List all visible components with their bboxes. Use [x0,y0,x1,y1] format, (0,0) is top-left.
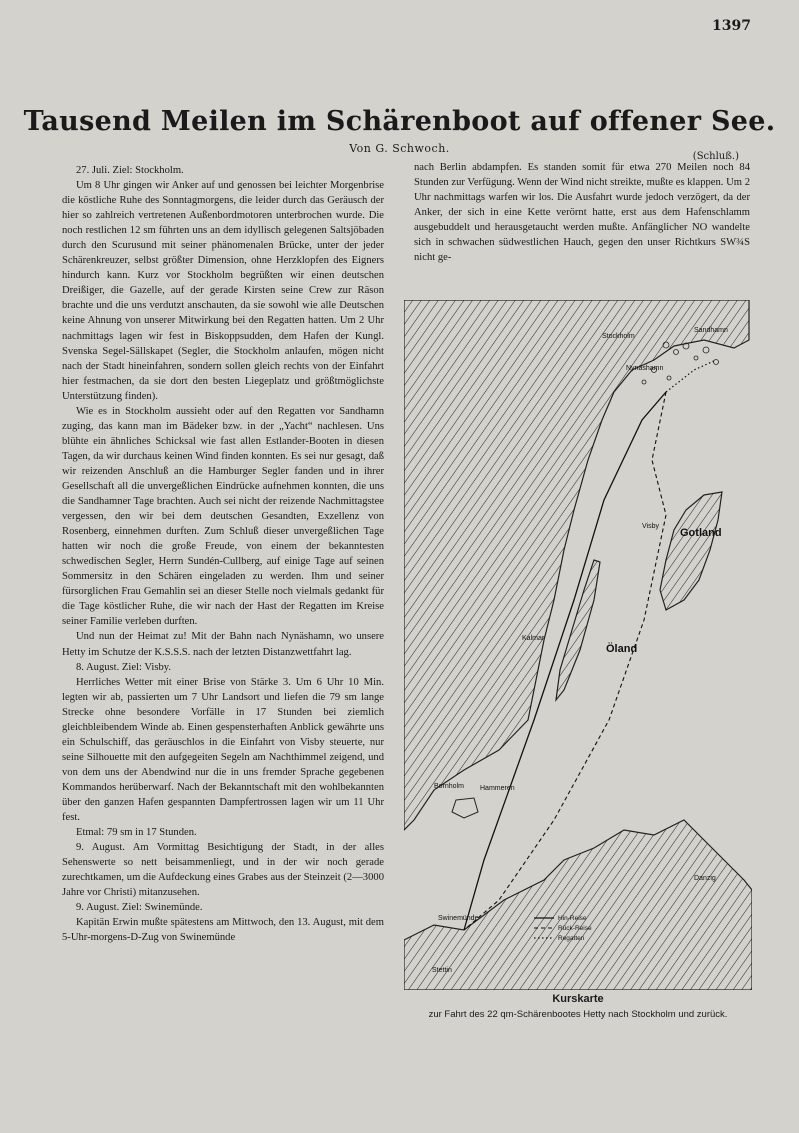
left-column [62,163,384,1023]
label-swinemunde: Swinemünde [438,915,479,922]
paragraph: Wie es in Stockholm aussieht oder auf den Regatten vor Sandhamn zuging, das kann man im Bädeker bzw. in der „Yacht“ nachlesen. Uns blühte ein ähnliches Schicksal wie fast allen Estlander-Booten in diesen Tagen, da wir durchaus keinen Wind finden konnten. Es sei nur gesagt, daß wir reizenden Anschluß an die Hamburger Segler fanden und in ihrer Gesellschaft all die unvergeßlichen Eindrücke aufnehmen konnten, die uns die Sandhamner Tage brachten. Auch sei nicht der reizende Nachmittagstee vergessen, den wir bei dem deutschen Gesandten, Exzellenz von Rosenberg, einnehmen durften. Zum Schluß dieser unvergeßlichen Tage hatten wir noch die große Freude, von einem der bekanntesten schwedischen Segler, Herrn Sundén-Cullberg, auf einige Tage auf seinen Sommersitz in den Schären eingeladen zu werden. Ihm und seiner fürsorglichen Frau Gemahlin sei an dieser Stelle noch vielmals gedankt für die Tage köstlicher Ruhe, die wir nach der Hast der Regatten im Kreise seiner Familie verleben durften. [62,405,384,628]
paragraph: 9. August. Ziel: Swinemünde. [76,902,203,914]
paragraph: Und nun der Heimat zu! Mit der Bahn nach Nynäshamn, wo unsere Hetty im Schutze der K.S.S.S. nach der letzten Distanzwettfahrt lag. [62,631,384,658]
label-sandhamn: Sandhamn [694,327,728,334]
label-oland: Öland [606,643,638,655]
map-caption-title: Kurskarte [552,993,604,1005]
paragraph: 9. August. Am Vormittag Besichtigung der Stadt, in der alles Sehenswerte so nett beisammenliegt, und in der wir noch gerade zurechtkamen, um die Aufdeckung eines Grabes aus der Steinzeit (2—3000 Jahre vor Christi) mitanzusehen. [62,842,384,899]
label-kalmar: Kalmar [522,635,545,642]
paragraph: 27. Juli. Ziel: Stockholm. [76,165,184,176]
label-nynashamn: Nynäshamn [626,365,664,372]
label-stockholm: Stockholm [602,333,635,340]
legend-ruck: Rück-Reise [558,925,592,932]
label-hammeren: Hammeren [480,785,515,792]
paragraph: nach Berlin abdampfen. Es standen somit für etwa 270 Meilen noch 84 Stunden zur Verfügung. Wenn der Wind nicht streikte, mußte es klappen. Um 2 Uhr nachmittags warfen wir los. Die Ausfahrt wurde jedoch verzögert, da der Anker, der sich in eine Kette verörnt hatte, erst aus dem Hafenschlamm ausgebuddelt und herausgetaucht werden mußte. Anfänglicher NO wandelte sich in schwachen südwestlichen Hauch, gegen den unser Richtkurs SW¾S nicht ge- [414,162,750,264]
paragraph: Etmal: 79 sm in 17 Stunden. [76,827,197,839]
legend-hin: Hin-Reise [558,915,587,922]
label-visby: Visby [642,523,659,530]
gotland-island [660,492,722,610]
map-drawing [404,300,752,990]
article-title: Tausend Meilen im Schärenboot auf offener See. [23,106,776,137]
right-column [414,160,750,290]
label-stettin: Stettin [432,967,452,974]
course-map [404,300,752,990]
page-number: 1397 [712,18,751,34]
label-gotland: Gotland [680,527,722,539]
continuation-note: (Schluß.) [692,151,739,162]
paragraph: Herrliches Wetter mit einer Brise von Stärke 3. Um 6 Uhr 10 Min. legten wir ab, passierten um 7 Uhr Landsort und liefen die 79 sm lange Strecke ohne besondere Vorfälle in 17 Stunden bei ziemlich gleichbleibendem Winde ab. Einen gespensterhaften Anblick gewährte uns ein Schulschiff, das geräuschlos in die Einfahrt von Visby steuerte, nur seine Silhouette mit den aufgegeiten Segeln am Nachthimmel zeigend, und von dem uns der Abendwind nur die in uns fremder Sprache gegebenen Kommandos herüberwarf. Nach der Bekanntschaft mit den wohlbekannten über den ganzen Hafen gespannten Dampfertrossen lagen wir um 11 Uhr fest. [62,676,384,824]
paragraph: Um 8 Uhr gingen wir Anker auf und genossen bei leichter Morgenbrise die köstliche Ruhe des Sonntagmorgens, die leider durch das Geräusch der hier so zahlreich vertretenen Außenbordmotoren unterbrochen wurde. Die noch restlichen 12 sm führten uns an dem idyllisch gelegenen Saltsjöbaden durch den Scurusund mit seiner phänomenalen Brücke, unter der jeder Schärenkreuzer, selbst größter Dimension, ohne Herzklopfen des Eigners hindurch kann. Kurz vor Stockholm begrüßten wir einen deutschen Dreißiger, die Gazelle, auf der gerade Kirsten seine Crew zur Räson brachte und die uns verdutzt anschauten, da sie sowohl wie alle Deutschen keine Ahnung von unserer Mitwirkung bei den Regatten hatten. Um 2 Uhr nachmittags lagen wir fest in Biskoppsudden, dem Hafen der Kungl. Svenska Segel-Sällskapet (Segler, die Stockholm anlaufen, mögen nicht nach der Stadt hineinfahren, sondern sollen gleich rechts von der Einfahrt hier festmachen, da sie dort den besten Liegeplatz und größtmöglichste Unterstützung finden). [62,180,384,402]
paragraph: 8. August. Ziel: Visby. [76,661,172,673]
route-regatta [666,360,716,392]
map-caption-subtitle: zur Fahrt des 22 qm-Schärenbootes Hetty nach Stockholm und zurück. [428,1009,728,1020]
legend-regatten: Regatten [558,935,585,942]
oland-island [556,560,600,700]
paragraph: Kapitän Erwin mußte spätestens am Mittwoch, den 13. August, mit dem 5-Uhr-morgens-D-Zug von Swinemünde [62,917,384,944]
bornholm-island [452,798,478,818]
byline: Von G. Schwoch. [349,142,450,155]
south-coast [404,820,752,990]
label-danzig: Danzig [694,875,716,882]
label-bornholm: Bornholm [434,783,464,790]
